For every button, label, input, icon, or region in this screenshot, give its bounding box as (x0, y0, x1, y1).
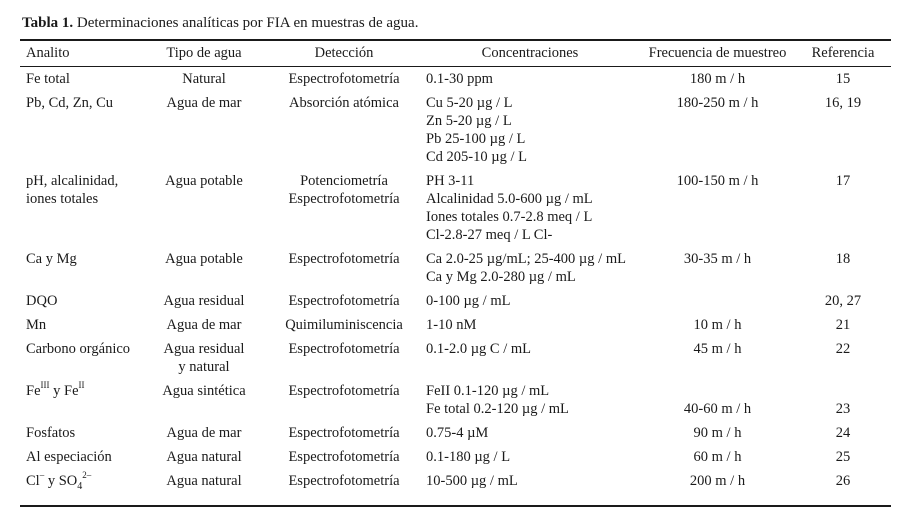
referencia-value: 21 (835, 317, 851, 333)
cell-referencia (795, 246, 891, 288)
analito-line: pH, alcalinidad, (26, 173, 119, 189)
cell-analito (20, 288, 140, 312)
conc-line: Pb 25-100 µg / L (426, 131, 526, 147)
tipo-line: Agua natural (166, 449, 242, 465)
table-row (20, 312, 891, 336)
referencia-value: 17 (835, 173, 851, 189)
tipo-line: Agua de mar (166, 317, 242, 333)
cell-referencia (795, 168, 891, 246)
tipo-line: Agua potable (165, 251, 243, 267)
cell-frecuencia (640, 444, 795, 468)
cell-concentraciones (420, 468, 640, 494)
cell-frecuencia (640, 378, 795, 420)
cell-tipo (140, 168, 268, 246)
conc-line: 0.1-2.0 µg C / mL (426, 341, 532, 357)
table-body (20, 66, 891, 494)
cell-deteccion (268, 444, 420, 468)
analito-line: Al especiación (26, 449, 112, 465)
conc-line: FeII 0.1-120 µg / mL (426, 383, 550, 399)
cell-referencia (795, 420, 891, 444)
cell-referencia (795, 66, 891, 90)
cell-tipo (140, 336, 268, 378)
analito-line: Ca y Mg (26, 251, 77, 267)
header-deteccion: Detección (314, 45, 374, 61)
cell-concentraciones (420, 336, 640, 378)
cell-analito (20, 90, 140, 168)
referencia-value: 26 (835, 473, 851, 489)
referencia-value: 16, 19 (824, 95, 862, 111)
frecuencia-value: 180 m / h (689, 71, 746, 87)
cell-frecuencia (640, 288, 795, 312)
deteccion-line: Quimiluminiscencia (285, 317, 403, 333)
analito-fe (26, 382, 140, 400)
conc-line: Ca y Mg 2.0-280 µg / mL (426, 269, 576, 285)
table-row (20, 444, 891, 468)
frecuencia-value: 10 m / h (693, 317, 742, 333)
referencia-value: 24 (835, 425, 851, 441)
cell-deteccion (268, 246, 420, 288)
table-row (20, 90, 891, 168)
tipo-line: Agua de mar (166, 95, 242, 111)
tipo-line: Agua residual (163, 293, 245, 309)
cell-deteccion (268, 168, 420, 246)
cell-concentraciones (420, 420, 640, 444)
cell-concentraciones (420, 378, 640, 420)
deteccion-line: Espectrofotometría (288, 425, 400, 441)
cell-tipo (140, 420, 268, 444)
analito-fe-sup1: III (40, 380, 50, 391)
cell-tipo (140, 468, 268, 494)
frecuencia-value: 90 m / h (693, 425, 742, 441)
table-row (20, 168, 891, 246)
cell-concentraciones (420, 90, 640, 168)
cell-frecuencia (640, 420, 795, 444)
analito-cl-a: Cl (26, 473, 40, 489)
cell-tipo (140, 90, 268, 168)
conc-line: Alcalinidad 5.0-600 µg / mL (426, 191, 593, 207)
cell-analito (20, 66, 140, 90)
tipo-line: Agua natural (166, 473, 242, 489)
cell-analito (20, 168, 140, 246)
conc-line: 0.75-4 µM (426, 425, 489, 441)
spacer (640, 382, 795, 400)
referencia-value: 20, 27 (824, 293, 862, 309)
cell-concentraciones (420, 246, 640, 288)
analito-line: Fe total (26, 71, 70, 87)
conc-line: PH 3-11 (426, 173, 475, 189)
deteccion-line: Espectrofotometría (288, 383, 400, 399)
deteccion-line: Espectrofotometría (288, 71, 400, 87)
cell-deteccion (268, 288, 420, 312)
conc-line: Cd 205-10 µg / L (426, 149, 527, 165)
deteccion-line: Espectrofotometría (288, 341, 400, 357)
frecuencia-value: 45 m / h (693, 341, 742, 357)
tipo-line: Natural (182, 71, 226, 87)
cell-concentraciones (420, 444, 640, 468)
cell-analito (20, 246, 140, 288)
cell-tipo (140, 66, 268, 90)
tipo-line: Agua residual (163, 341, 245, 357)
header-referencia: Referencia (811, 45, 875, 61)
table-row (20, 378, 891, 420)
referencia-value: 18 (835, 251, 851, 267)
cell-referencia (795, 378, 891, 420)
analito-fe-sup2: II (78, 380, 85, 391)
conc-line: 1-10 nM (426, 317, 477, 333)
cell-deteccion (268, 90, 420, 168)
cell-concentraciones (420, 288, 640, 312)
conc-line: 10-500 µg / mL (426, 473, 518, 489)
frecuencia-value: 30-35 m / h (683, 251, 752, 267)
cell-deteccion (268, 378, 420, 420)
bottom-rule (20, 505, 891, 507)
table-row (20, 468, 891, 494)
cell-analito (20, 468, 140, 494)
conc-line: Zn 5-20 µg / L (426, 113, 512, 129)
cell-frecuencia (640, 246, 795, 288)
analito-cl-sub: 4 (77, 480, 83, 492)
cell-analito (20, 378, 140, 420)
fia-table (20, 41, 891, 494)
conc-line: 0-100 µg / mL (426, 293, 511, 309)
cell-concentraciones (420, 66, 640, 90)
deteccion-line: Espectrofotometría (288, 293, 400, 309)
conc-line: Iones totales 0.7-2.8 meq / L (426, 209, 593, 225)
cell-analito (20, 444, 140, 468)
analito-line: Mn (26, 317, 47, 333)
tipo-line: y natural (178, 359, 230, 375)
table-row (20, 288, 891, 312)
cell-deteccion (268, 312, 420, 336)
frecuencia-value: 200 m / h (689, 473, 746, 489)
spacer (795, 382, 891, 400)
cell-frecuencia (640, 336, 795, 378)
cell-referencia (795, 444, 891, 468)
cell-referencia (795, 312, 891, 336)
cell-tipo (140, 444, 268, 468)
tipo-line: Agua sintética (162, 383, 246, 399)
deteccion-line: Espectrofotometría (288, 251, 400, 267)
cell-deteccion (268, 420, 420, 444)
referencia-value: 22 (835, 341, 851, 357)
analito-cl-mid: y SO (44, 473, 78, 489)
conc-line: 0.1-180 µg / L (426, 449, 511, 465)
cell-tipo (140, 246, 268, 288)
referencia-value: 23 (835, 401, 851, 417)
table-row (20, 420, 891, 444)
conc-line: Cl-2.8-27 meq / L Cl- (426, 227, 553, 243)
cell-deteccion (268, 468, 420, 494)
cell-frecuencia (640, 66, 795, 90)
analito-fe-a: Fe (26, 383, 41, 399)
header-concentraciones: Concentraciones (481, 45, 579, 61)
table-caption (22, 14, 418, 32)
table-row (20, 336, 891, 378)
deteccion-line: Espectrofotometría (288, 191, 400, 207)
cell-analito (20, 312, 140, 336)
header-analito: Analito (26, 45, 70, 61)
frecuencia-value: 100-150 m / h (676, 173, 759, 189)
analito-line: DQO (26, 293, 58, 309)
header-frecuencia: Frecuencia de muestreo (648, 45, 787, 61)
frecuencia-value: 60 m / h (693, 449, 742, 465)
cell-frecuencia (640, 468, 795, 494)
analito-cl-sup2: 2– (82, 470, 92, 481)
cell-tipo (140, 288, 268, 312)
deteccion-line: Potenciometría (300, 173, 388, 189)
deteccion-line: Espectrofotometría (288, 449, 400, 465)
cell-concentraciones (420, 168, 640, 246)
frecuencia-value: 180-250 m / h (676, 95, 759, 111)
cell-referencia (795, 336, 891, 378)
cell-frecuencia (640, 168, 795, 246)
cell-deteccion (268, 66, 420, 90)
cell-tipo (140, 312, 268, 336)
header-tipo: Tipo de agua (166, 45, 242, 61)
analito-line: Fosfatos (26, 425, 76, 441)
referencia-value: 15 (835, 71, 851, 87)
analito-line: Carbono orgánico (26, 341, 131, 357)
header-row (20, 41, 891, 66)
cell-frecuencia (640, 312, 795, 336)
table-row (20, 66, 891, 90)
caption-text: Determinaciones analíticas por FIA en muestras de agua. (76, 15, 419, 31)
cell-concentraciones (420, 312, 640, 336)
deteccion-line: Espectrofotometría (288, 473, 400, 489)
cell-referencia (795, 288, 891, 312)
analito-line: Pb, Cd, Zn, Cu (26, 95, 114, 111)
conc-line: Ca 2.0-25 µg/mL; 25-400 µg / mL (426, 251, 626, 267)
conc-line: Fe total 0.2-120 µg / mL (426, 401, 569, 417)
analito-cl (26, 472, 140, 490)
cell-referencia (795, 90, 891, 168)
cell-referencia (795, 468, 891, 494)
cell-frecuencia (640, 90, 795, 168)
referencia-value: 25 (835, 449, 851, 465)
analito-line: iones totales (26, 191, 99, 207)
table-row (20, 246, 891, 288)
analito-fe-mid: y Fe (49, 383, 79, 399)
cell-deteccion (268, 336, 420, 378)
cell-tipo (140, 378, 268, 420)
conc-line: Cu 5-20 µg / L (426, 95, 513, 111)
conc-line: 0.1-30 ppm (426, 71, 493, 87)
tipo-line: Agua de mar (166, 425, 242, 441)
frecuencia-value: 40-60 m / h (683, 401, 752, 417)
tipo-line: Agua potable (165, 173, 243, 189)
cell-analito (20, 336, 140, 378)
deteccion-line: Absorción atómica (289, 95, 399, 111)
cell-analito (20, 420, 140, 444)
caption-label: Tabla 1. (22, 15, 74, 31)
analito-cl-sup1: – (39, 470, 45, 481)
